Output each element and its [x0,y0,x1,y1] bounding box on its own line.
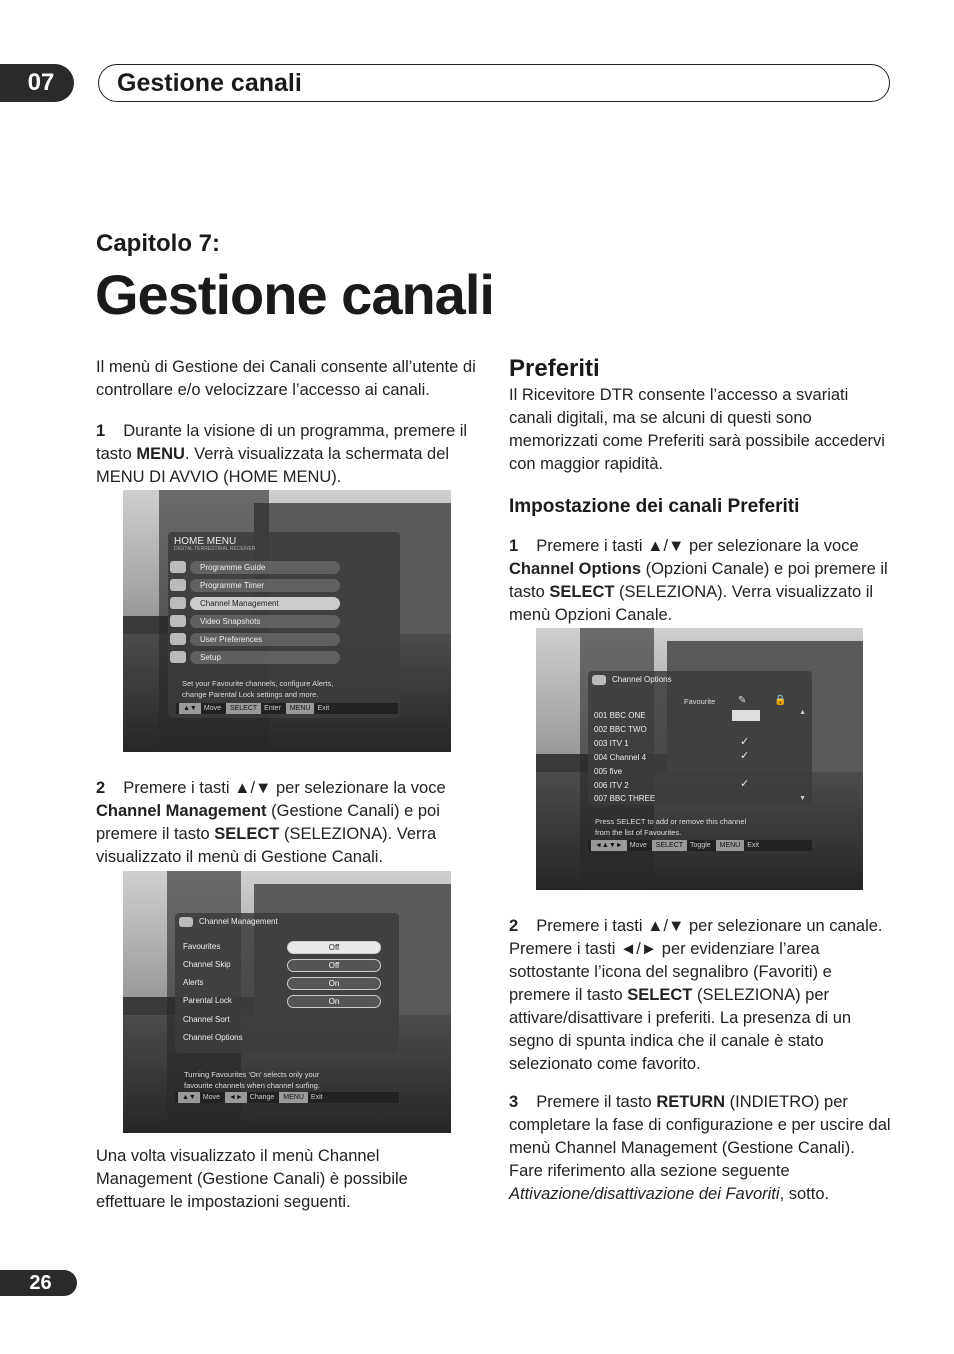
home-menu-subtitle: DIGITAL TERRESTRIAL RECEIVER [174,546,256,552]
page-number: 26 [0,1270,77,1296]
channel-row[interactable]: 001 BBC ONE [594,711,646,720]
row-channel-options[interactable]: Channel Options [183,1033,243,1042]
channel-options-hint-1: Press SELECT to add or remove this channel [595,817,747,826]
channel-skip-toggle[interactable]: Off [287,959,381,972]
parental-lock-toggle[interactable]: On [287,995,381,1008]
menu-item-setup[interactable]: Setup [190,651,340,664]
home-menu-title: HOME MENU [174,536,237,547]
page-title: Gestione canali [95,263,494,326]
alerts-toggle[interactable]: On [287,977,381,990]
right-step-2: 2 Premere i tasti ▲/▼ per selezionare un canale. Premere i tasti ◄/► per evidenziare l’area sottostante l’icona del segnalibro (Favoriti) e premere il tasto SELECT (SELEZIONA) per attivare/disattivare i preferiti. La presenza di un segno di spunta indica che il canale è stato selezionato come favorito. [509,917,883,1073]
channel-row[interactable]: 004 Channel 4 [594,753,647,762]
channel-options-keybar: ◄▲▼► Move SELECT Toggle MENU Exit [588,840,812,851]
menu-item-programme-guide[interactable]: Programme Guide [190,561,340,574]
channel-options-screenshot [536,628,863,890]
channel-options-title: Channel Options [612,675,672,684]
user-icon [170,633,186,645]
channel-management-screenshot [123,871,451,1133]
channel-row[interactable]: 007 BBC THREE [594,794,656,803]
channel-management-title: Channel Management [199,917,278,926]
arrow-up-down-icon: ▲▼ [178,1092,200,1103]
channel-row[interactable]: 005 five [594,767,623,776]
scroll-up-icon[interactable]: ▲ [799,709,806,716]
subsection-heading: Impostazione dei canali Preferiti [509,496,800,517]
camera-icon [170,615,186,627]
arrow-left-right-icon: ◄► [225,1092,247,1103]
left-intro: Il menù di Gestione dei Canali consente all’utente di controllare e/o velocizzare l’accesso ai canali. [96,358,476,399]
favourite-column-header: Favourite [684,697,716,706]
left-step-2: 2 Premere i tasti ▲/▼ per selezionare la voce Channel Management (Gestione Canali) e poi premere il tasto SELECT (SELEZIONA). Verra visualizzato il menù di Gestione Canali. [96,779,446,866]
checkmark-icon: ✓ [740,778,750,790]
row-channel-skip-label: Channel Skip [183,960,231,969]
chapter-number-badge: 07 [0,64,74,102]
left-step-1: 1 Durante la visione di un programma, premere il tasto MENU. Verrà visualizzata la schermata del MENU DI AVVIO (HOME MENU). [96,422,468,486]
row-channel-sort[interactable]: Channel Sort [183,1015,230,1024]
favourites-toggle[interactable]: Off [287,941,381,954]
checkmark-icon: ✓ [740,750,750,762]
lock-icon: 🔒 [774,695,787,706]
chapter-label: Capitolo 7: [96,230,220,257]
programme-guide-icon [170,561,186,573]
menu-item-programme-timer[interactable]: Programme Timer [190,579,340,592]
chapter-header: Gestione canali [98,64,890,102]
channel-management-keybar: ▲▼ Move ◄► Change MENU Exit [175,1092,399,1103]
left-outro: Una volta visualizzato il menù Channel Management (Gestione Canali) è possibile effettuare le impostazioni seguenti. [96,1147,408,1211]
channel-management-icon [179,917,193,927]
favourite-cell-selected[interactable] [732,710,760,721]
checkmark-icon: ✓ [740,736,750,748]
channel-management-panel [175,913,399,1053]
menu-item-video-snapshots[interactable]: Video Snapshots [190,615,340,628]
home-menu-screenshot [123,490,451,752]
right-step-3: 3 Premere il tasto RETURN (INDIETRO) per completare la fase di configurazione e per uscire dal menù Channel Management (Gestione Canali). Fare riferimento alla sezione seguente Attivazione/disattivazione dei Favoriti, sotto. [509,1093,891,1203]
clock-icon [170,579,186,591]
menu-item-channel-management[interactable]: Channel Management [190,597,340,610]
channel-management-icon [170,597,186,609]
row-alerts-label: Alerts [183,978,204,987]
setup-icon [170,651,186,663]
home-menu-panel [168,532,400,718]
channel-options-panel [588,671,812,805]
arrow-all-icon: ◄▲▼► [591,840,627,851]
bookmark-icon: ✎ [738,695,747,706]
channel-row[interactable]: 003 ITV 1 [594,739,629,748]
channel-options-hint-2: from the list of Favourites. [595,828,682,837]
channel-options-icon [592,675,606,685]
right-step-1: 1 Premere i tasti ▲/▼ per selezionare la voce Channel Options (Opzioni Canale) e poi premere il tasto SELECT (SELEZIONA). Verra visualizzato il menù Opzioni Canale. [509,537,888,624]
section-heading-preferiti: Preferiti [509,355,600,382]
row-parental-lock-label: Parental Lock [183,996,232,1005]
channel-management-hint-2: favourite channels when channel surfing. [184,1081,320,1090]
row-favourites-label: Favourites [183,942,221,951]
channel-row[interactable]: 006 ITV 2 [594,781,629,790]
home-menu-hint-1: Set your Favourite channels, configure Alerts, [182,679,334,688]
menu-item-user-preferences[interactable]: User Preferences [190,633,340,646]
arrow-up-down-icon: ▲▼ [179,703,201,714]
channel-management-hint-1: Turning Favourites ‘On’ selects only your [184,1070,320,1079]
home-menu-hint-2: change Parental Lock settings and more. [182,690,319,699]
home-menu-keybar: ▲▼ Move SELECT Enter MENU Exit [176,703,398,714]
right-intro: Il Ricevitore DTR consente l’accesso a svariati canali digitali, ma se alcuni di questi sono memorizzati come Preferiti sarà possibile accedervi con maggior rapidità. [509,386,885,473]
scroll-down-icon[interactable]: ▼ [799,795,806,802]
channel-row[interactable]: 002 BBC TWO [594,725,647,734]
